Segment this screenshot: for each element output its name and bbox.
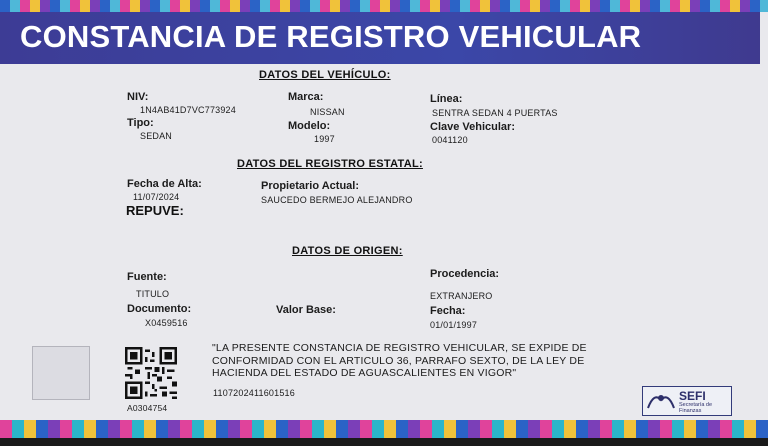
propietario-label: Propietario Actual: (261, 180, 359, 192)
modelo-label: Modelo: (288, 120, 331, 132)
fuente-label: Fuente: (127, 271, 167, 283)
procedencia-value: EXTRANJERO (430, 291, 493, 301)
section-origen-title: DATOS DE ORIGEN: (292, 245, 403, 257)
tipo-value: SEDAN (140, 131, 173, 141)
document-title: CONSTANCIA DE REGISTRO VEHICULAR (20, 19, 642, 54)
fecha-alta-value: 11/07/2024 (133, 192, 180, 202)
fecha-label: Fecha: (430, 305, 466, 317)
linea-label: Línea: (430, 93, 463, 105)
title-banner (0, 12, 760, 64)
documento-value: X0459516 (145, 318, 188, 328)
linea-value: SENTRA SEDAN 4 PUERTAS (432, 108, 558, 118)
repuve-label: REPUVE: (126, 203, 184, 218)
photo-placeholder (32, 346, 90, 400)
logo-name: SEFI (679, 389, 706, 403)
propietario-value: SAUCEDO BERMEJO ALEJANDRO (261, 195, 413, 205)
modelo-value: 1997 (314, 134, 335, 144)
valor-base-label: Valor Base: (276, 304, 336, 316)
procedencia-label: Procedencia: (430, 268, 500, 280)
tipo-label: Tipo: (127, 117, 154, 129)
niv-value: 1N4AB41D7VC773924 (140, 105, 236, 115)
legal-legend: "LA PRESENTE CONSTANCIA DE REGISTRO VEHICULAR, SE EXPIDE DE CONFORMIDAD CON EL ARTICULO 36, PARRAFO SEXTO, DE LA LEY DE HACIENDA DEL ESTADO DE AGUASCALIENTES EN VIGOR" (212, 342, 587, 379)
background-strip (0, 438, 768, 446)
section-vehicle-title: DATOS DEL VEHÍCULO: (259, 69, 391, 81)
marca-value: NISSAN (310, 107, 345, 117)
clave-vehicular-value: 0041120 (432, 135, 468, 145)
decorative-top-border (0, 0, 768, 12)
fecha-alta-label: Fecha de Alta: (127, 178, 202, 190)
folio-number: 1107202411601516 (213, 388, 295, 398)
sefi-logo (642, 386, 732, 416)
documento-label: Documento: (127, 303, 192, 315)
section-registro-title: DATOS DEL REGISTRO ESTATAL: (237, 158, 423, 170)
fuente-value: TITULO (136, 289, 170, 299)
fecha-value: 01/01/1997 (430, 320, 478, 330)
sefi-emblem-icon (646, 390, 676, 412)
clave-vehicular-label: Clave Vehicular: (430, 121, 515, 133)
qr-code (125, 347, 177, 399)
logo-subtitle: Secretaría de Finanzas (679, 402, 713, 414)
qr-code-id: A0304754 (127, 403, 168, 413)
niv-label: NIV: (127, 91, 149, 103)
marca-label: Marca: (288, 91, 324, 103)
